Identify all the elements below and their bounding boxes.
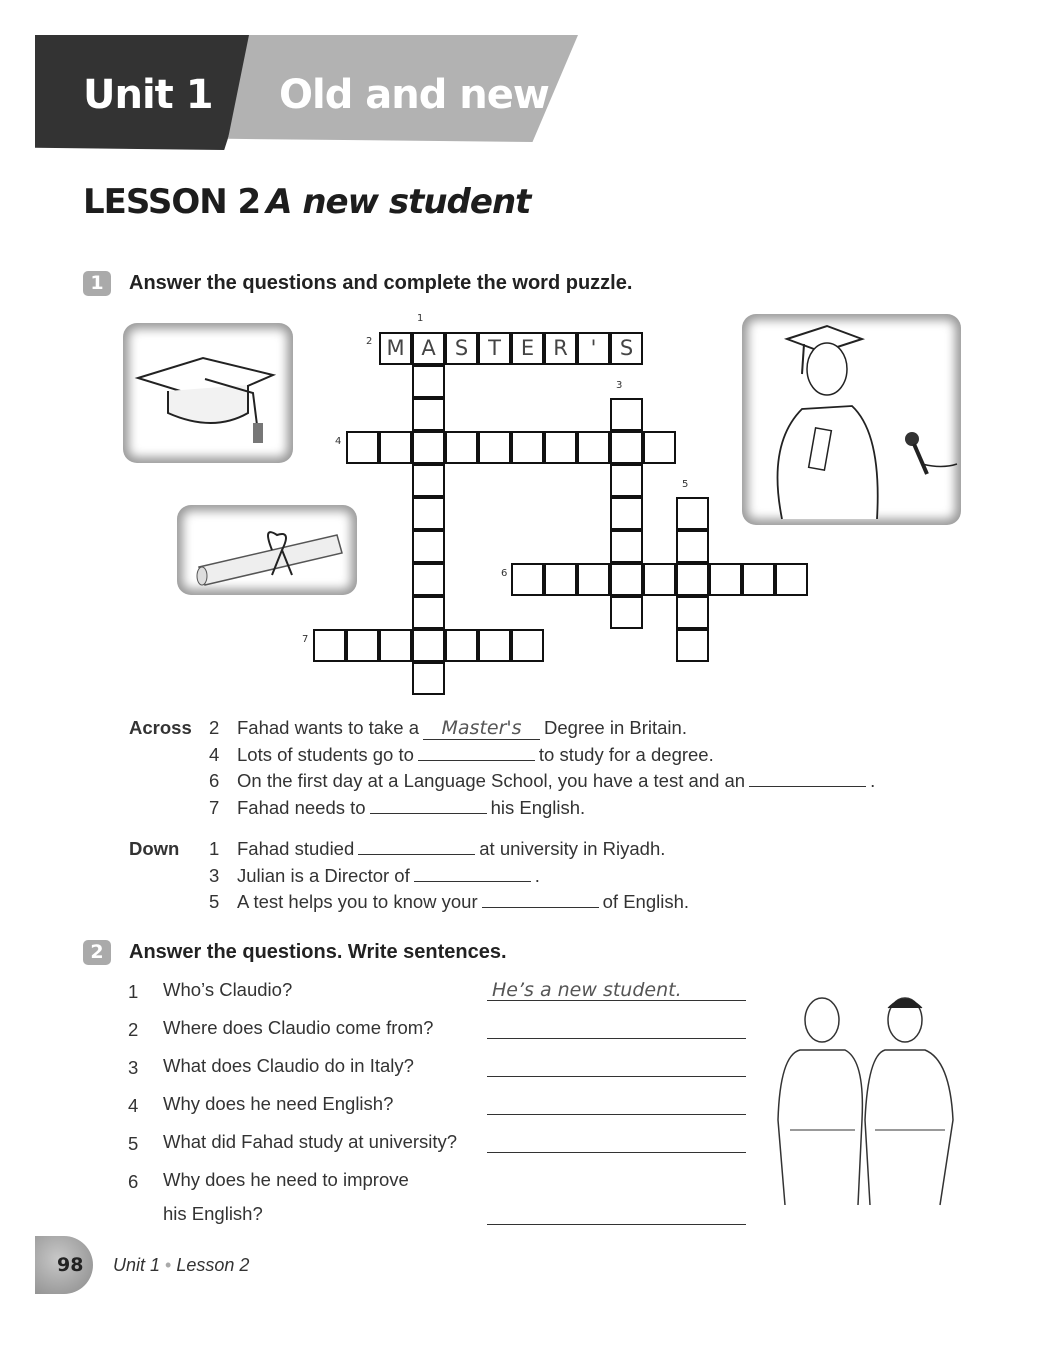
question-text: Who’s Claudio? xyxy=(163,979,293,1000)
crossword-cell[interactable] xyxy=(775,563,808,596)
crossword-cell[interactable] xyxy=(313,629,346,662)
across-clue-6 xyxy=(209,770,875,792)
down-clue-5 xyxy=(209,891,689,913)
answer-blank[interactable] xyxy=(370,799,487,814)
diploma-picture xyxy=(177,505,357,595)
crossword-cell[interactable] xyxy=(610,563,643,596)
clue-number: 2 xyxy=(209,717,220,738)
crossword-cell[interactable] xyxy=(445,629,478,662)
exercise-1-instruction: Answer the questions and complete the word puzzle. xyxy=(129,272,633,294)
students-illustration xyxy=(770,990,960,1210)
question-number: 4 xyxy=(128,1095,139,1116)
crossword-cell[interactable] xyxy=(478,629,511,662)
crossword-cell[interactable] xyxy=(742,563,775,596)
question-text: Where does Claudio come from? xyxy=(163,1017,434,1038)
clue-text: Lots of students go to xyxy=(237,743,414,765)
down-clue-1 xyxy=(209,838,665,860)
lesson-label: LESSON 2 xyxy=(83,182,261,222)
clue-text-end: Degree in Britain. xyxy=(544,717,687,738)
clue-text: Fahad studied xyxy=(237,838,355,859)
clue-number: 7 xyxy=(209,796,220,818)
crossword-cell[interactable] xyxy=(577,563,610,596)
clue-number: 4 xyxy=(209,743,220,765)
answer-blank[interactable] xyxy=(418,746,535,761)
clue-text: Fahad needs to xyxy=(237,796,366,818)
crossword-cell[interactable] xyxy=(676,629,709,662)
crossword-cell[interactable]: S xyxy=(610,332,643,365)
crossword-cell[interactable] xyxy=(511,431,544,464)
question-number: 3 xyxy=(128,1057,139,1078)
answer-line[interactable] xyxy=(487,1114,746,1115)
two-students-picture xyxy=(770,990,960,1210)
clue-number: 5 xyxy=(682,479,689,490)
clue-number: 6 xyxy=(501,568,508,579)
question-number: 2 xyxy=(128,1019,139,1040)
crossword-cell[interactable] xyxy=(676,497,709,530)
crossword-cell[interactable]: M xyxy=(379,332,412,365)
lesson-heading xyxy=(83,182,530,222)
crossword-cell[interactable] xyxy=(643,431,676,464)
crossword-cell[interactable] xyxy=(610,464,643,497)
across-label: Across xyxy=(129,717,192,738)
clue-text-end: to study for a degree. xyxy=(538,743,714,765)
crossword-cell[interactable]: ' xyxy=(577,332,610,365)
lesson-title: A new student xyxy=(266,182,531,222)
clue-text-end: at university in Riyadh. xyxy=(479,838,666,859)
crossword-cell[interactable] xyxy=(412,629,445,662)
question-text: What does Claudio do in Italy? xyxy=(163,1055,414,1076)
question-text: Why does he need English? xyxy=(163,1093,394,1114)
crossword-cell[interactable] xyxy=(643,563,676,596)
clue-number: 3 xyxy=(209,864,220,886)
crossword-cell[interactable] xyxy=(412,365,445,398)
graduate-interview-picture xyxy=(742,314,961,525)
graduation-cap-icon xyxy=(123,323,293,463)
crossword-cell[interactable] xyxy=(478,431,511,464)
sample-answer: He’s a new student. xyxy=(492,979,682,1001)
unit-number: Unit 1 xyxy=(83,72,213,118)
crossword-cell[interactable]: R xyxy=(544,332,577,365)
answer-field[interactable]: Master's xyxy=(423,717,540,740)
crossword-cell[interactable] xyxy=(379,431,412,464)
crossword-cell[interactable] xyxy=(610,398,643,431)
clue-text: A test helps you to know your xyxy=(237,891,478,912)
crossword-cell[interactable] xyxy=(544,563,577,596)
graduate-illustration xyxy=(742,314,961,525)
clue-text-end: . xyxy=(534,864,540,886)
page-number: 98 xyxy=(57,1254,84,1276)
clue-text-end: of English. xyxy=(602,891,690,912)
clue-number: 1 xyxy=(209,838,220,859)
clue-number: 4 xyxy=(335,436,342,447)
question-number: 1 xyxy=(128,981,139,1002)
answer-line[interactable] xyxy=(487,1076,746,1077)
answer-line[interactable] xyxy=(487,1224,746,1225)
exercise-2-instruction: Answer the questions. Write sentences. xyxy=(129,941,507,963)
crossword-cell[interactable] xyxy=(610,431,643,464)
clue-number: 1 xyxy=(417,313,424,324)
crossword-cell[interactable]: E xyxy=(511,332,544,365)
down-clue-3 xyxy=(209,865,540,887)
answer-line[interactable] xyxy=(487,1152,746,1153)
crossword-cell[interactable] xyxy=(511,629,544,662)
crossword-cell[interactable] xyxy=(610,596,643,629)
answer-blank[interactable] xyxy=(482,893,599,908)
exercise-2-number: 2 xyxy=(83,940,111,965)
question-number: 5 xyxy=(128,1133,139,1154)
across-clue-2 xyxy=(209,717,687,740)
crossword-cell[interactable] xyxy=(379,629,412,662)
crossword-cell[interactable]: S xyxy=(445,332,478,365)
question-text: What did Fahad study at university? xyxy=(163,1131,458,1152)
unit-title: Old and new xyxy=(279,72,549,118)
crossword-cell[interactable] xyxy=(412,662,445,695)
crossword-cell[interactable]: T xyxy=(478,332,511,365)
crossword-cell[interactable] xyxy=(412,431,445,464)
crossword-cell[interactable] xyxy=(445,431,478,464)
clue-text-end: his English. xyxy=(490,796,586,818)
crossword-cell[interactable] xyxy=(610,530,643,563)
crossword-cell[interactable] xyxy=(511,563,544,596)
crossword-cell[interactable] xyxy=(577,431,610,464)
across-clue-4 xyxy=(209,744,714,766)
question-text: Why does he need to improve his English? xyxy=(163,1169,409,1224)
exercise-1-number: 1 xyxy=(83,271,111,296)
answer-blank[interactable] xyxy=(749,772,866,787)
clue-number: 5 xyxy=(209,891,220,912)
crossword-cell[interactable] xyxy=(346,431,379,464)
clue-text: Fahad wants to take a xyxy=(237,717,420,738)
crossword-cell[interactable] xyxy=(346,629,379,662)
crossword-cell[interactable] xyxy=(709,563,742,596)
clue-text-end: . xyxy=(870,770,876,791)
clue-text: On the first day at a Language School, you have a test and an xyxy=(237,770,746,791)
diploma-scroll-icon xyxy=(177,505,357,595)
clue-number: 2 xyxy=(366,336,373,347)
footer-breadcrumb: Unit 1 • Lesson 2 xyxy=(113,1255,250,1275)
crossword-cell[interactable] xyxy=(676,596,709,629)
crossword-cell[interactable] xyxy=(412,464,445,497)
answer-blank[interactable] xyxy=(358,840,475,855)
crossword-cell[interactable] xyxy=(676,530,709,563)
crossword-cell[interactable] xyxy=(676,563,709,596)
crossword-cell[interactable] xyxy=(544,431,577,464)
across-clue-7 xyxy=(209,797,585,819)
crossword-cell[interactable] xyxy=(412,497,445,530)
clue-number: 3 xyxy=(616,380,623,391)
clue-number: 7 xyxy=(302,634,309,645)
crossword-cell[interactable] xyxy=(412,530,445,563)
clue-number: 6 xyxy=(209,770,220,791)
clue-text: Julian is a Director of xyxy=(237,864,410,886)
crossword-cell[interactable] xyxy=(412,563,445,596)
answer-blank[interactable] xyxy=(414,867,531,882)
crossword-cell[interactable]: A xyxy=(412,332,445,365)
question-number: 6 xyxy=(128,1171,139,1192)
crossword-cell[interactable] xyxy=(412,398,445,431)
graduation-cap-picture xyxy=(123,323,293,463)
down-label: Down xyxy=(129,838,180,859)
crossword-cell[interactable] xyxy=(412,596,445,629)
answer-line[interactable] xyxy=(487,1038,746,1039)
crossword-cell[interactable] xyxy=(610,497,643,530)
